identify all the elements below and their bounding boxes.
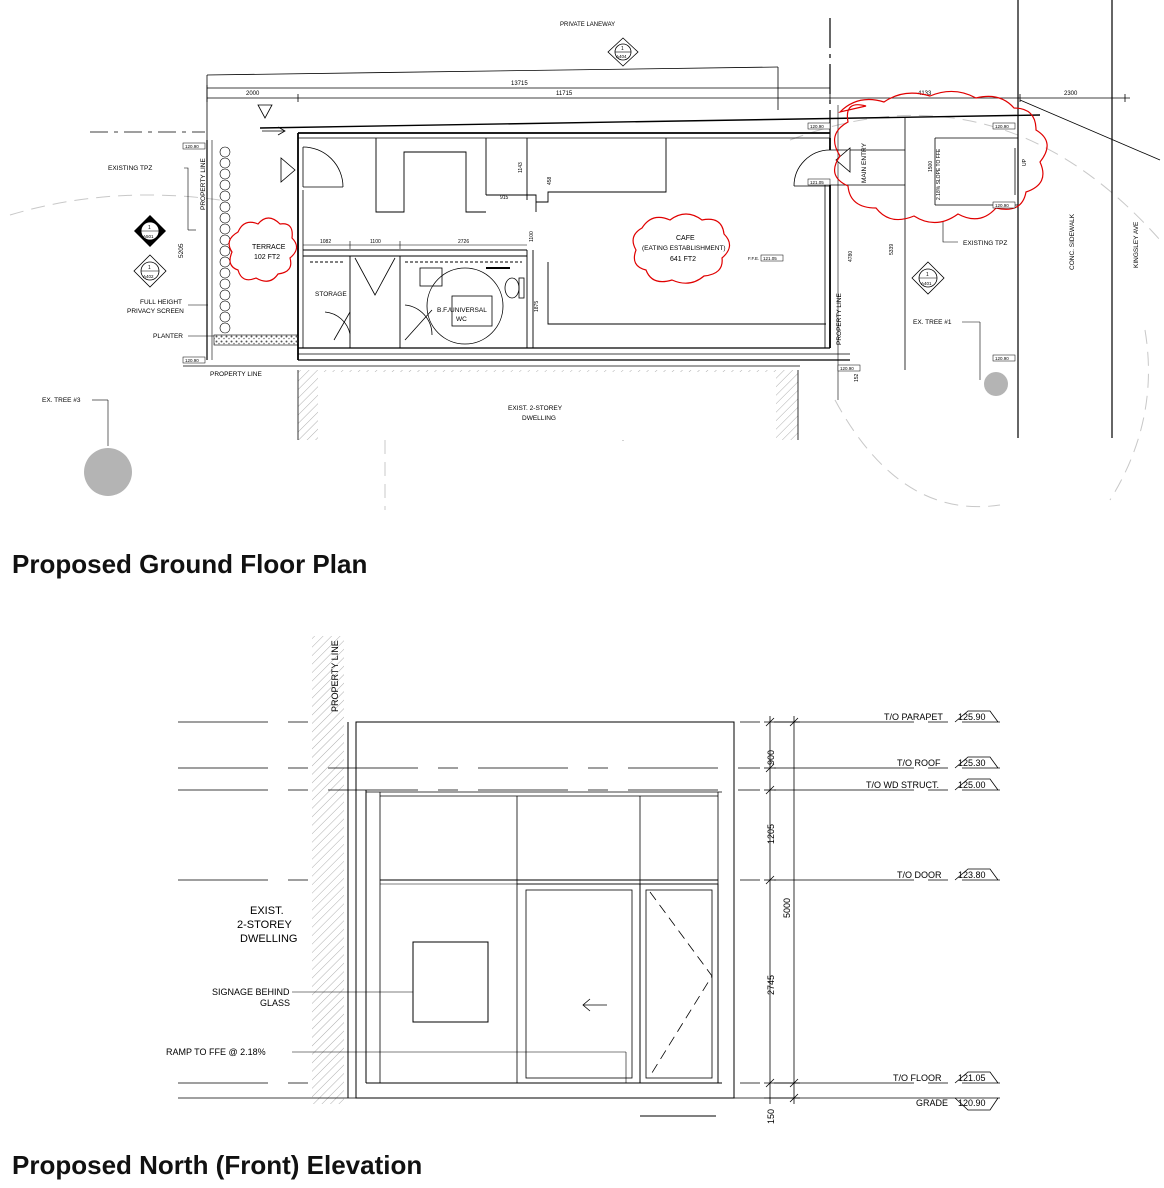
building-walls — [298, 133, 850, 360]
conc-sidewalk-label: CONC. SIDEWALK — [1069, 213, 1076, 270]
dim-150: 150 — [766, 1108, 776, 1124]
property-line-right: PROPERTY LINE — [836, 293, 843, 345]
svg-text:120.90: 120.90 — [840, 366, 854, 371]
dim-458: 458 — [547, 176, 553, 185]
north-elevation — [166, 636, 1000, 1124]
svg-text:121.05: 121.05 — [958, 1073, 986, 1083]
exist-dwelling-plan-1: EXIST. 2-STOREY — [508, 405, 563, 412]
svg-text:1: 1 — [148, 225, 151, 231]
ground-floor-plan — [10, 0, 1160, 510]
exist-dwelling-plan-2: DWELLING — [522, 415, 556, 422]
dim-152: 152 — [854, 373, 860, 382]
interior-partitions — [303, 250, 826, 348]
dim-right-offset: 4133 — [918, 91, 932, 97]
svg-text:T/O PARAPET: T/O PARAPET — [884, 712, 943, 722]
level-tag-parapet — [884, 711, 998, 722]
svg-text:120.90: 120.90 — [185, 144, 199, 149]
level-tag-floor — [893, 1072, 998, 1083]
section-ref-a501 — [134, 215, 166, 247]
tree-1-icon — [984, 372, 1008, 396]
revision-clouds — [229, 91, 1047, 283]
level-tag-roof — [897, 757, 998, 768]
ffe-tag-value: 121.05 — [763, 256, 777, 261]
svg-text:120.90: 120.90 — [185, 358, 199, 363]
dim-overall: 13715 — [511, 81, 528, 87]
terrace-label: TERRACE — [252, 244, 286, 251]
full-height-1: FULL HEIGHT — [140, 299, 183, 306]
dim-915: 915 — [500, 195, 509, 201]
svg-text:T/O FLOOR: T/O FLOOR — [893, 1073, 942, 1083]
svg-text:A501: A501 — [143, 234, 154, 239]
svg-text:125.30: 125.30 — [958, 758, 986, 768]
svg-text:120.90: 120.90 — [995, 203, 1009, 208]
svg-text:125.00: 125.00 — [958, 780, 986, 790]
svg-text:120.90: 120.90 — [958, 1098, 986, 1108]
dim-1500: 1500 — [928, 160, 934, 172]
section-ref-a402 — [134, 255, 166, 287]
svg-text:T/O DOOR: T/O DOOR — [897, 870, 942, 880]
dim-900: 900 — [766, 749, 776, 765]
svg-text:120.90: 120.90 — [810, 124, 824, 129]
svg-text:T/O WD STRUCT.: T/O WD STRUCT. — [866, 780, 939, 790]
cafe-area: 641 FT2 — [670, 256, 697, 263]
north-triangle-top — [258, 105, 272, 118]
terrace-area: 102 FT2 — [254, 254, 281, 261]
signage-label-1: SIGNAGE BEHIND — [212, 987, 290, 997]
dim-2726: 2726 — [458, 239, 470, 245]
tpz-arc-right-side — [1110, 330, 1148, 500]
section-triangle-left — [281, 158, 295, 182]
svg-text:1: 1 — [926, 272, 929, 278]
level-tag-grade — [916, 1098, 998, 1110]
svg-text:125.90: 125.90 — [958, 712, 986, 722]
ex-tree-1-label: EX. TREE #1 — [913, 319, 952, 326]
svg-text:123.80: 123.80 — [958, 870, 986, 880]
ex-tree-3-label: EX. TREE #3 — [42, 397, 81, 404]
top-dimensions — [207, 84, 1130, 102]
elev-property-line: PROPERTY LINE — [330, 640, 340, 712]
elevation-building — [348, 722, 734, 1098]
elevation-heading: Proposed North (Front) Elevation — [12, 1150, 423, 1180]
section-ref-a401 — [912, 262, 944, 294]
planter-label: PLANTER — [153, 333, 183, 340]
laneway-label: PRIVATE LANEWAY — [560, 22, 616, 28]
signage-label-2: GLASS — [260, 998, 291, 1008]
dim-building-width: 11715 — [556, 91, 573, 97]
full-height-2: PRIVACY SCREEN — [127, 308, 184, 315]
kingsley-ave-label: KINGSLEY AVE — [1133, 221, 1140, 268]
svg-text:120.90: 120.90 — [995, 356, 1009, 361]
tree-3-icon — [84, 448, 132, 496]
elev-exist-1: EXIST. — [250, 905, 284, 917]
counters — [376, 138, 666, 212]
svg-text:A402: A402 — [143, 274, 154, 279]
svg-text:T/O ROOF: T/O ROOF — [897, 758, 941, 768]
section-ref-a404 — [608, 38, 638, 66]
dim-1100: 1100 — [370, 239, 381, 245]
elev-exist-2: 2-STOREY — [237, 919, 292, 931]
svg-text:1: 1 — [148, 265, 151, 271]
level-tag-wd-struct — [866, 779, 998, 790]
tpz-arc-right-top — [790, 115, 1160, 240]
tpz-arc-right-bottom — [835, 400, 1000, 507]
elev-exist-3: DWELLING — [240, 933, 298, 945]
dim-1875: 1875 — [534, 300, 540, 312]
property-line-vertical: PROPERTY LINE — [200, 158, 207, 210]
dim-1082: 1082 — [320, 239, 332, 245]
interior-dims — [303, 241, 527, 249]
cafe-use: (EATING ESTABLISHMENT) — [642, 245, 726, 252]
terrace-zone — [183, 140, 800, 366]
wc-label-1: B.F./UNIVERSAL — [437, 307, 487, 314]
storage-label: STORAGE — [315, 291, 347, 298]
svg-text:1: 1 — [621, 46, 624, 52]
property-line-bottom: PROPERTY LINE — [210, 371, 262, 378]
dim-1100-vert: 1100 — [529, 231, 535, 242]
dim-2745: 2745 — [766, 974, 776, 995]
dim-far-right: 2300 — [1064, 91, 1078, 97]
signage-panel — [413, 942, 488, 1022]
dim-terrace-width: 2000 — [246, 91, 260, 97]
svg-text:120.90: 120.90 — [995, 124, 1009, 129]
ramp-label: RAMP TO FFE @ 2.18% — [166, 1047, 266, 1057]
plan-heading: Proposed Ground Floor Plan — [12, 549, 368, 579]
cafe-label: CAFE — [676, 235, 695, 242]
tpz-arc-left — [10, 195, 220, 215]
storage-doors — [325, 258, 432, 340]
dim-5339: 5339 — [889, 243, 895, 255]
existing-tpz-left: EXISTING TPZ — [108, 165, 153, 172]
ramp-note-plan: 2.18% SLOPE TO FFE — [936, 148, 942, 200]
wc-room — [420, 268, 524, 344]
svg-text:A404: A404 — [616, 54, 627, 59]
existing-tpz-right: EXISTING TPZ — [963, 240, 1008, 247]
level-lines — [178, 722, 1000, 1098]
svg-text:121.05: 121.05 — [810, 180, 824, 185]
up-label: UP — [1022, 159, 1028, 166]
main-entry-label: MAIN ENTRY — [861, 143, 868, 183]
wc-label-2: WC — [456, 316, 467, 323]
ffe-label: F.F.E. — [748, 256, 760, 261]
svg-text:GRADE: GRADE — [916, 1098, 949, 1108]
front-doors — [517, 884, 718, 1083]
dim-1143: 1143 — [518, 162, 524, 173]
svg-text:A401: A401 — [921, 281, 932, 286]
dim-4780: 4780 — [848, 250, 854, 262]
terrace-door — [262, 127, 343, 187]
planter-bed — [214, 335, 298, 345]
dim-1205: 1205 — [766, 823, 776, 844]
level-tag-door — [897, 869, 998, 880]
dim-5000: 5000 — [782, 897, 792, 918]
dim-5205: 5205 — [178, 243, 185, 258]
hedge-planter — [220, 147, 230, 333]
